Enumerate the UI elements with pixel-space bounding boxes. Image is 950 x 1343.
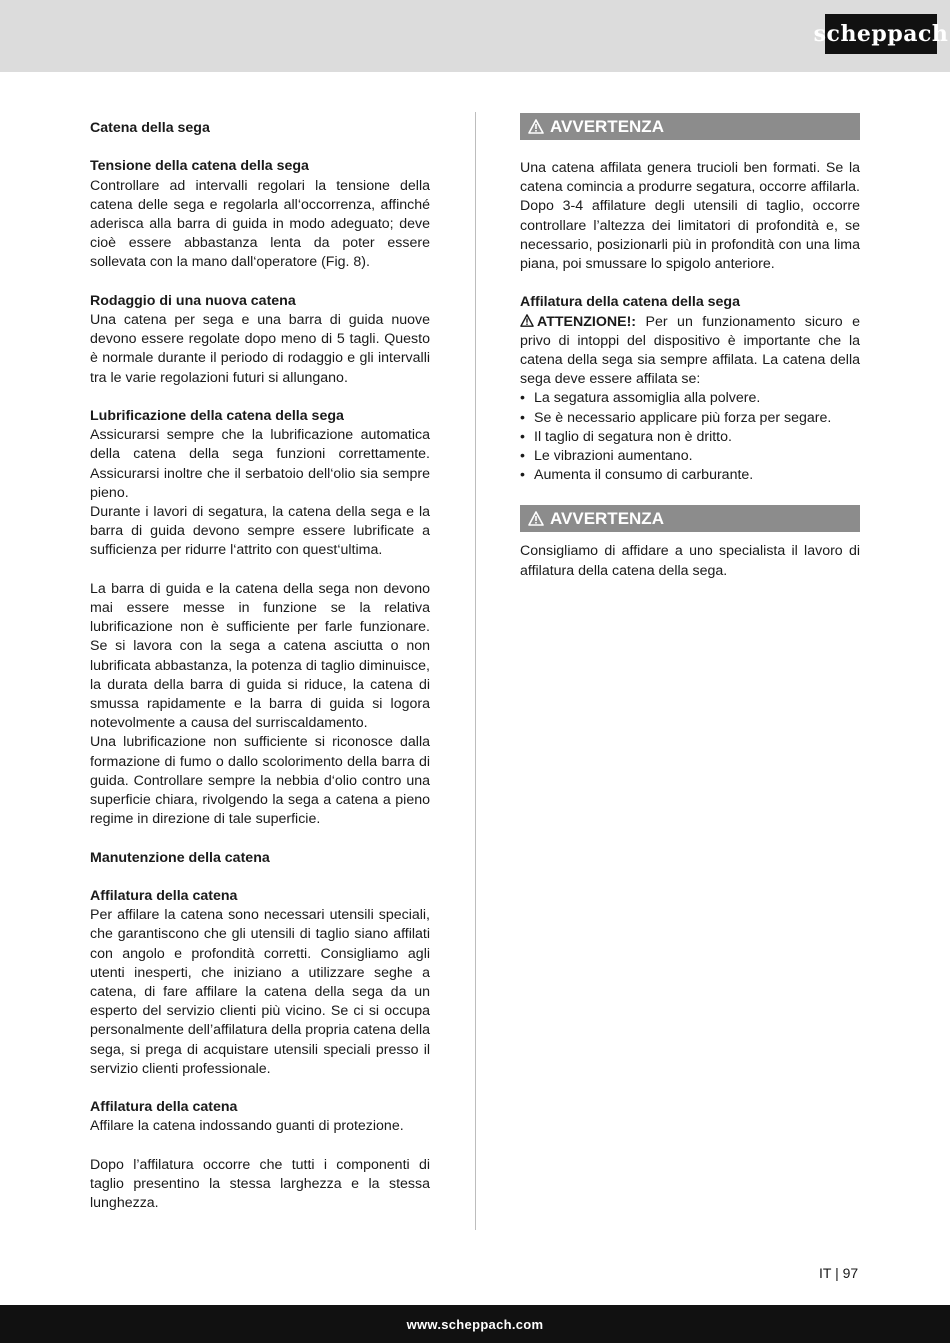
warning-banner-2 xyxy=(520,505,860,532)
sharpening-gloves-text: Affilare la catena indossando guanti di protezione. xyxy=(90,1118,404,1135)
page-separator: | xyxy=(835,1265,839,1281)
lubrication-text-3: La barra di guida e la catena della sega non devono mai essere messe in funzione se la relativa lubrificazione non è sufficiente per farle funzionare. Se si lavora con la sega a catena asciutta o non lubrificata abbastanza, la potenza di taglio diminuisce, la durata della barra di guida si riduce, la catena di smussa rapidamente e la barra di guida si logora notevolmente a causa del surriscaldamento. xyxy=(90,580,430,732)
attention-text: Per un funzionamento sicuro e privo di intoppi del dispositivo è importante che la catena della sega sia sempre affilata. La catena della sega deve essere affilata se: xyxy=(520,313,860,388)
warning-triangle-icon xyxy=(520,314,534,327)
warning-banner-1 xyxy=(520,113,860,140)
list-item: • Le vibrazioni aumentano. xyxy=(520,447,860,466)
sharpening-heading-2: Affilatura della catena xyxy=(90,1099,238,1116)
scheppach-logo: scheppach xyxy=(825,14,937,54)
column-divider xyxy=(475,112,476,1230)
sharpening-after-text: Dopo l’affilatura occorre che tutti i componenti di taglio presentino la stessa larghezza e la stessa lunghezza. xyxy=(90,1156,430,1212)
warning-triangle-icon xyxy=(528,511,544,526)
sharpening-heading: Affilatura della catena xyxy=(90,888,238,905)
lubrication-text-2: Durante i lavori di segatura, la catena della sega e la barra di guida devono sempre essere lubrificate a sufficienza per ridurre l‘attrito con quest‘ultima. xyxy=(90,504,430,559)
page-language: IT xyxy=(819,1265,832,1281)
chain-tension-text: Controllare ad intervalli regolari la tensione della catena delle sega e regolarla all‘occorrenza, affinché aderisca alla barra di guida in modo adeguato; deve cioè essere abbastanza lenta da poter essere sollevata con la mano dall‘operatore (Fig. 8). xyxy=(90,177,430,271)
warning-banner-label: AVVERTENZA xyxy=(550,509,664,529)
left-column xyxy=(90,119,430,1213)
lubrication-text-1: Assicurarsi sempre che la lubrificazione automatica della catena della sega funzioni correttamente. Assicurarsi inoltre che il serbatoio dell‘olio sia sempre pieno. xyxy=(90,427,430,501)
warning-2-text: Consigliamo di affidare a uno specialista il lavoro di affilatura della catena della sega. xyxy=(520,543,860,579)
break-in-heading: Rodaggio di una nuova catena xyxy=(90,292,296,309)
maintenance-heading: Manutenzione della catena xyxy=(90,849,270,866)
lubrication-text-4: Una lubrificazione non sufficiente si riconosce dalla formazione di fumo o dallo scolorimento della barra di guida. Controllare sempre la nebbia d‘olio contro una superficie chiara, rivolgendo la sega a catena a pieno regime in direzione di tale superficie. xyxy=(90,734,430,828)
footer-bar xyxy=(0,1305,950,1343)
page-no: 97 xyxy=(842,1265,859,1281)
break-in-text: Una catena per sega e una barra di guida nuove devono essere regolate dopo meno di 5 tagli. Questo è normale durante il periodo di rodaggio e gli intervalli tra le varie regolazioni futuri si allungano. xyxy=(90,312,430,386)
list-item: • Se è necessario applicare più forza per segare. xyxy=(520,409,860,428)
sharpening-text: Per affilare la catena sono necessari utensili speciali, che garantiscono che gli utensili di taglio siano affilati con angolo e profondità corretti. Consigliamo agli utenti inesperti, che iniziano a utilizzare seghe a catena, di fare affilare la catena della sega da un esperto del servizio clienti più vicino. Se ci si occupa personalmente dell’affilatura della propria catena della sega, si prega di acquistare utensili speciali presso il servizio clienti professionale. xyxy=(90,907,430,1077)
list-item: • Il taglio di segatura non è dritto. xyxy=(520,428,860,447)
list-item: • Aumenta il consumo di carburante. xyxy=(520,466,860,485)
warning-banner-label: AVVERTENZA xyxy=(550,116,664,136)
header-band xyxy=(0,0,950,72)
list-item: • La segatura assomiglia alla polvere. xyxy=(520,389,860,408)
lubrication-heading: Lubrificazione della catena della sega xyxy=(90,408,344,424)
saw-chain-sharpening-heading: Affilatura della catena della sega xyxy=(520,294,740,311)
website-link[interactable]: www.scheppach.com xyxy=(406,1316,544,1332)
warning-1-text: Una catena affilata genera trucioli ben formati. Se la catena comincia a produrre segatura, occorre affilarla. Dopo 3-4 affilature degli utensili di taglio, occorre controllare l’altezza dei limitatori di profondità e, se necessario, posizionarli più in profondità con una lima piana, poi smussare lo spigolo anteriore. xyxy=(520,160,860,273)
chain-tension-heading: Tensione della catena della sega xyxy=(90,158,309,175)
attention-label: ATTENZIONE!: xyxy=(537,313,637,330)
sharpening-conditions-list xyxy=(520,389,860,485)
right-column xyxy=(520,113,860,581)
warning-triangle-icon xyxy=(528,119,544,134)
page-number xyxy=(819,1265,858,1281)
section-title: Catena della sega xyxy=(90,120,210,136)
attention-paragraph xyxy=(520,313,860,390)
